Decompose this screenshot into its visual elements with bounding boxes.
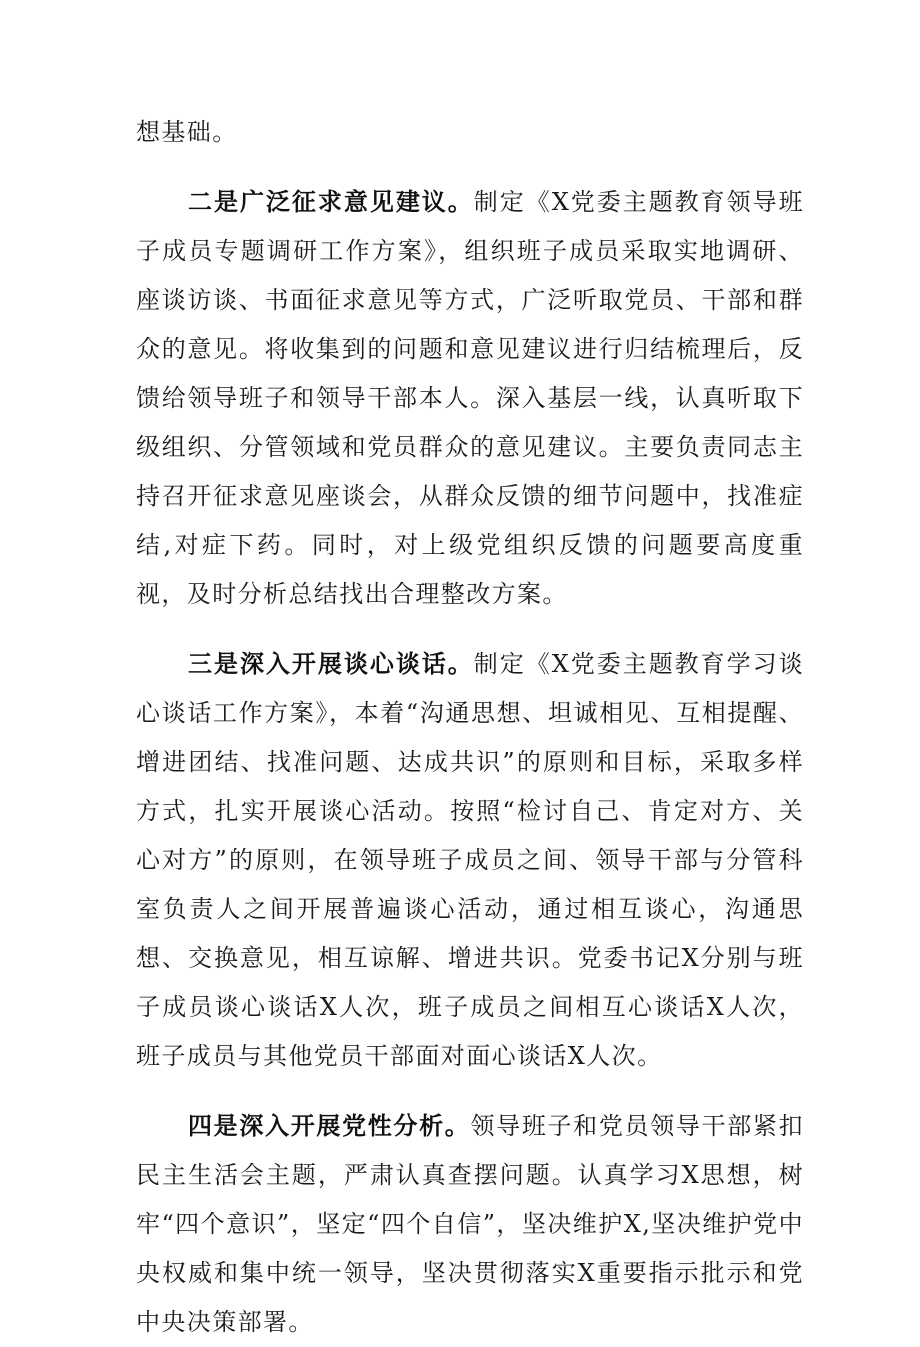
paragraph-text: 制定《X党委主题教育领导班子成员专题调研工作方案》，组织班子成员采取实地调研、座谈访谈、书面征求意见等方式，广泛听取党员、干部和群众的意见。将收集到的问题和意见建议进行归结梳理后，反馈给领导班子和领导干部本人。深入基层一线，认真听取下级组织、分管领域和党员群众的意见建议。主要负责同志主持召开征求意见座谈会，从群众反馈的细节问题中，找准症结,对症下药。同时，对上级党组织反馈的问题要高度重视，及时分析总结找出合理整改方案。 bbox=[136, 188, 804, 608]
paragraph-continuation bbox=[136, 108, 804, 157]
document-body bbox=[136, 108, 804, 1347]
paragraph-party-spirit-analysis bbox=[136, 1101, 804, 1347]
paragraph-heart-to-heart-talks bbox=[136, 639, 804, 1081]
paragraph-lead-heading: 四是深入开展党性分析。 bbox=[188, 1111, 471, 1140]
paragraph-text: 想基础。 bbox=[136, 118, 238, 146]
paragraph-lead-heading: 三是深入开展谈心谈话。 bbox=[188, 649, 474, 678]
paragraph-lead-heading: 二是广泛征求意见建议。 bbox=[188, 187, 474, 216]
paragraph-opinion-solicitation bbox=[136, 177, 804, 619]
paragraph-text: 制定《X党委主题教育学习谈心谈话工作方案》，本着“沟通思想、坦诚相见、互相提醒、增进团结、找准问题、达成共识”的原则和目标，采取多样方式，扎实开展谈心活动。按照“检讨自己、肯定对方、关心对方”的原则，在领导班子成员之间、领导干部与分管科室负责人之间开展普遍谈心活动，通过相互谈心，沟通思想、交换意见，相互谅解、增进共识。党委书记X分别与班子成员谈心谈话X人次，班子成员之间相互心谈话X人次，班子成员与其他党员干部面对面心谈话X人次。 bbox=[136, 650, 804, 1070]
paragraph-text: 领导班子和党员领导干部紧扣民主生活会主题，严肃认真查摆问题。认真学习X思想，树牢“四个意识”，坚定“四个自信”，坚决维护X,坚决维护党中央权威和集中统一领导，坚决贯彻落实X重要指示批示和党中央决策部署。 bbox=[136, 1112, 805, 1336]
